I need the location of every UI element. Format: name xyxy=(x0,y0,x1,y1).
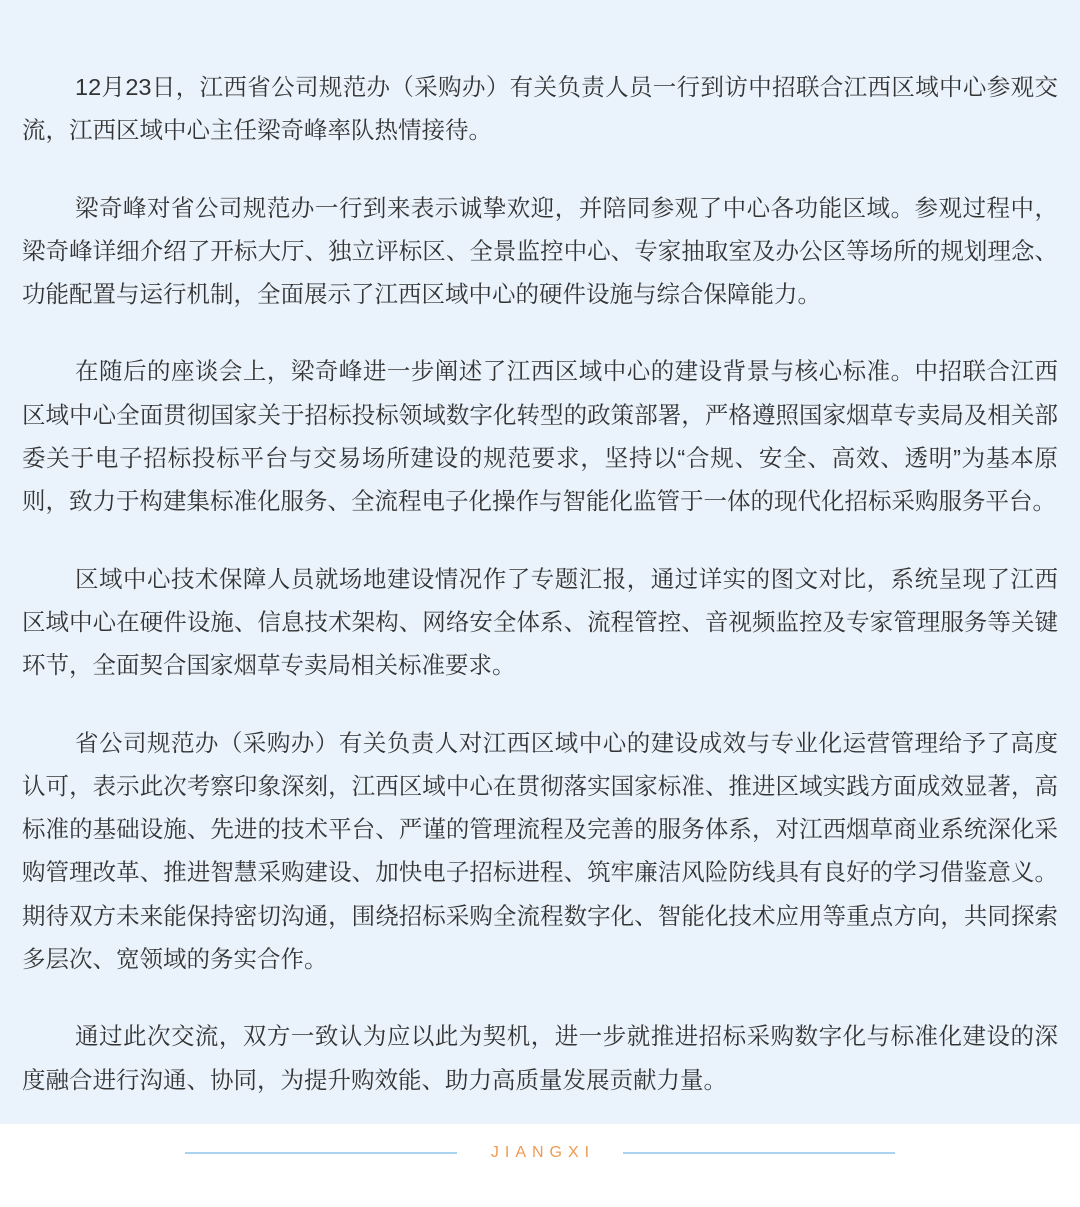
article-paragraph-6: 通过此次交流，双方一致认为应以此为契机，进一步就推进招标采购数字化与标准化建设的深度融合进行沟通、协同，为提升购效能、助力高质量发展贡献力量。 xyxy=(22,1023,1058,1093)
footer-divider-left xyxy=(185,1152,457,1154)
article-paragraph-3: 在随后的座谈会上，梁奇峰进一步阐述了江西区域中心的建设背景与核心标准。中招联合江西区域中心全面贯彻国家关于招标投标领域数字化转型的政策部署，严格遵照国家烟草专卖局及相关部委关于电子招标投标平台与交易场所建设的规范要求，坚持以“合规、安全、高效、透明”为基本原则，致力于构建集标准化服务、全流程电子化操作与智能化监管于一体的现代化招标采购服务平台。 xyxy=(22,358,1058,515)
article-paragraph-2: 梁奇峰对省公司规范办一行到来表示诚挚欢迎，并陪同参观了中心各功能区域。参观过程中，梁奇峰详细介绍了开标大厅、独立评标区、全景监控中心、专家抽取室及办公区等场所的规划理念、功能配置与运行机制，全面展示了江西区域中心的硬件设施与综合保障能力。 xyxy=(22,194,1058,308)
article-paragraph-5: 省公司规范办（采购办）有关负责人对江西区域中心的建设成效与专业化运营管理给予了高度认可，表示此次考察印象深刻，江西区域中心在贯彻落实国家标准、推进区域实践方面成效显著，高标准的基础设施、先进的技术平台、严谨的管理流程及完善的服务体系，对江西烟草商业系统深化采购管理改革、推进智慧采购建设、加快电子招标进程、筑牢廉洁风险防线具有良好的学习借鉴意义。期待双方未来能保持密切沟通，围绕招标采购全流程数字化、智能化技术应用等重点方向，共同探索多层次、宽领域的务实合作。 xyxy=(22,729,1058,973)
article-paragraph-4: 区域中心技术保障人员就场地建设情况作了专题汇报，通过详实的图文对比，系统呈现了江西区域中心在硬件设施、信息技术架构、网络安全体系、流程管控、音视频监控及专家管理服务等关键环节，全面契合国家烟草专卖局相关标准要求。 xyxy=(22,565,1058,679)
article-paragraph-1: 12月23日，江西省公司规范办（采购办）有关负责人员一行到访中招联合江西区域中心参观交流，江西区域中心主任梁奇峰率队热情接待。 xyxy=(22,74,1058,144)
footer-brand-label: JIANGXI xyxy=(490,1143,596,1161)
footer-divider-right xyxy=(623,1152,895,1154)
footer xyxy=(0,1124,1080,1207)
